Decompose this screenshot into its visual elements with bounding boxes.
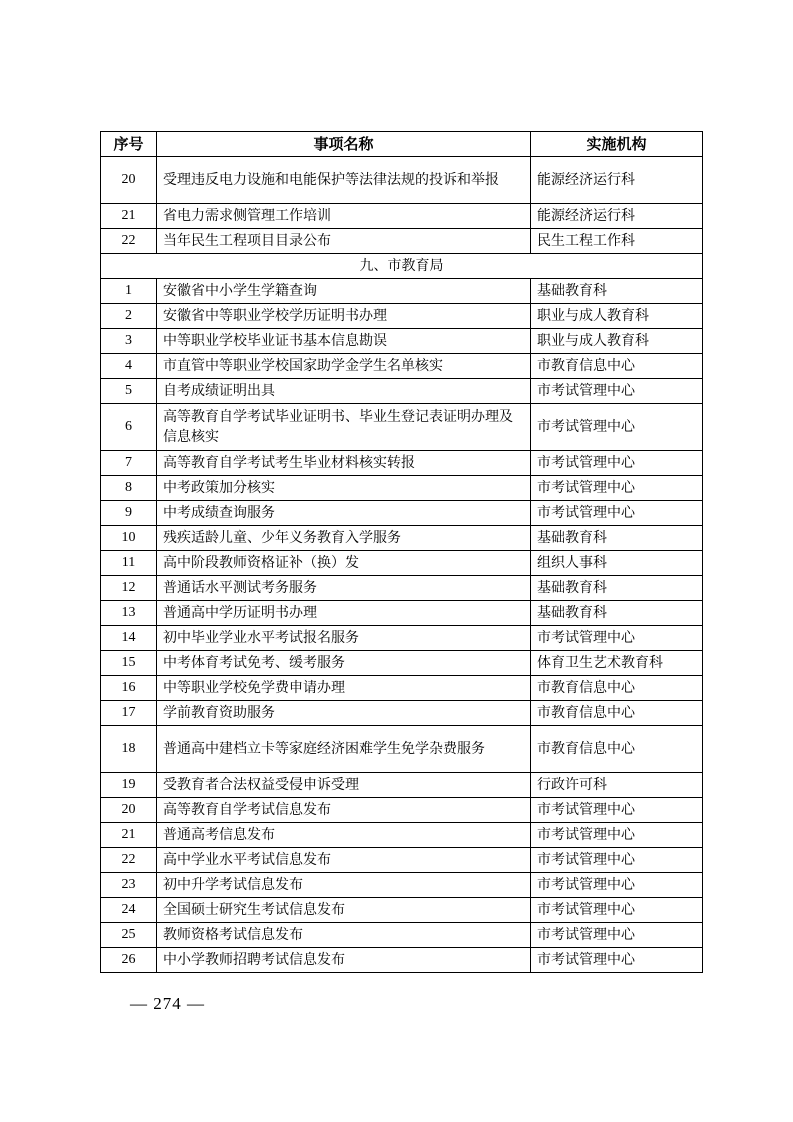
row-implementing-agency: 市考试管理中心 — [531, 476, 703, 501]
row-item-name: 中考政策加分核实 — [157, 476, 531, 501]
row-implementing-agency: 行政许可科 — [531, 773, 703, 798]
row-item-name: 普通高中建档立卡等家庭经济困难学生免学杂费服务 — [157, 726, 531, 773]
table-row — [101, 279, 703, 304]
row-implementing-agency: 市考试管理中心 — [531, 898, 703, 923]
row-item-name: 中小学教师招聘考试信息发布 — [157, 948, 531, 973]
row-serial-number: 13 — [101, 601, 157, 626]
row-serial-number: 22 — [101, 229, 157, 254]
table-row — [101, 404, 703, 451]
row-item-name: 高等教育自学考试信息发布 — [157, 798, 531, 823]
row-serial-number: 20 — [101, 157, 157, 204]
row-item-name: 学前教育资助服务 — [157, 701, 531, 726]
row-item-name: 普通高考信息发布 — [157, 823, 531, 848]
row-item-name: 中等职业学校免学费申请办理 — [157, 676, 531, 701]
row-serial-number: 2 — [101, 304, 157, 329]
table-row — [101, 379, 703, 404]
row-serial-number: 16 — [101, 676, 157, 701]
table-row — [101, 726, 703, 773]
row-item-name: 中考成绩查询服务 — [157, 501, 531, 526]
row-serial-number: 18 — [101, 726, 157, 773]
table-row — [101, 701, 703, 726]
row-serial-number: 20 — [101, 798, 157, 823]
row-implementing-agency: 能源经济运行科 — [531, 204, 703, 229]
row-serial-number: 21 — [101, 204, 157, 229]
row-serial-number: 17 — [101, 701, 157, 726]
table-row — [101, 551, 703, 576]
table-row — [101, 773, 703, 798]
table-row — [101, 948, 703, 973]
table-row — [101, 576, 703, 601]
section-title: 九、市教育局 — [101, 254, 703, 279]
table-row — [101, 304, 703, 329]
row-implementing-agency: 市考试管理中心 — [531, 501, 703, 526]
table-row — [101, 651, 703, 676]
row-item-name: 初中毕业学业水平考试报名服务 — [157, 626, 531, 651]
row-serial-number: 23 — [101, 873, 157, 898]
row-serial-number: 24 — [101, 898, 157, 923]
table-row — [101, 601, 703, 626]
row-item-name: 高等教育自学考试毕业证明书、毕业生登记表证明办理及信息核实 — [157, 404, 531, 451]
header-implementing-agency: 实施机构 — [531, 132, 703, 157]
row-implementing-agency: 民生工程工作科 — [531, 229, 703, 254]
table-row — [101, 526, 703, 551]
section-header-row — [101, 254, 703, 279]
row-item-name: 普通高中学历证明书办理 — [157, 601, 531, 626]
page-number: — 274 — — [130, 994, 205, 1013]
table-row — [101, 204, 703, 229]
row-item-name: 高等教育自学考试考生毕业材料核实转报 — [157, 451, 531, 476]
table-row — [101, 676, 703, 701]
row-implementing-agency: 市考试管理中心 — [531, 848, 703, 873]
row-serial-number: 3 — [101, 329, 157, 354]
table-row — [101, 898, 703, 923]
row-serial-number: 22 — [101, 848, 157, 873]
row-serial-number: 26 — [101, 948, 157, 973]
row-serial-number: 25 — [101, 923, 157, 948]
row-implementing-agency: 组织人事科 — [531, 551, 703, 576]
row-item-name: 市直管中等职业学校国家助学金学生名单核实 — [157, 354, 531, 379]
row-serial-number: 10 — [101, 526, 157, 551]
table-row — [101, 476, 703, 501]
table-row — [101, 798, 703, 823]
table-row — [101, 873, 703, 898]
row-implementing-agency: 市教育信息中心 — [531, 676, 703, 701]
row-serial-number: 8 — [101, 476, 157, 501]
row-implementing-agency: 市考试管理中心 — [531, 404, 703, 451]
row-serial-number: 12 — [101, 576, 157, 601]
row-item-name: 省电力需求侧管理工作培训 — [157, 204, 531, 229]
row-serial-number: 15 — [101, 651, 157, 676]
row-implementing-agency: 市教育信息中心 — [531, 354, 703, 379]
row-implementing-agency: 能源经济运行科 — [531, 157, 703, 204]
table-row — [101, 626, 703, 651]
table-row — [101, 329, 703, 354]
row-serial-number: 4 — [101, 354, 157, 379]
table-row — [101, 451, 703, 476]
row-item-name: 教师资格考试信息发布 — [157, 923, 531, 948]
row-implementing-agency: 市考试管理中心 — [531, 451, 703, 476]
table-row — [101, 848, 703, 873]
row-implementing-agency: 基础教育科 — [531, 526, 703, 551]
row-serial-number: 21 — [101, 823, 157, 848]
row-implementing-agency: 基础教育科 — [531, 601, 703, 626]
row-item-name: 残疾适龄儿童、少年义务教育入学服务 — [157, 526, 531, 551]
row-serial-number: 9 — [101, 501, 157, 526]
row-item-name: 高中阶段教师资格证补（换）发 — [157, 551, 531, 576]
row-implementing-agency: 市考试管理中心 — [531, 626, 703, 651]
row-serial-number: 14 — [101, 626, 157, 651]
row-implementing-agency: 市考试管理中心 — [531, 948, 703, 973]
row-implementing-agency: 市考试管理中心 — [531, 923, 703, 948]
row-item-name: 当年民生工程项目目录公布 — [157, 229, 531, 254]
table-body — [101, 157, 703, 973]
row-item-name: 高中学业水平考试信息发布 — [157, 848, 531, 873]
row-serial-number: 5 — [101, 379, 157, 404]
row-serial-number: 11 — [101, 551, 157, 576]
row-implementing-agency: 市教育信息中心 — [531, 701, 703, 726]
row-implementing-agency: 市考试管理中心 — [531, 823, 703, 848]
row-item-name: 普通话水平测试考务服务 — [157, 576, 531, 601]
row-implementing-agency: 市考试管理中心 — [531, 379, 703, 404]
header-serial-number: 序号 — [101, 132, 157, 157]
row-item-name: 受教育者合法权益受侵申诉受理 — [157, 773, 531, 798]
table-row — [101, 823, 703, 848]
row-item-name: 安徽省中小学生学籍查询 — [157, 279, 531, 304]
row-item-name: 自考成绩证明出具 — [157, 379, 531, 404]
table-row — [101, 923, 703, 948]
row-item-name: 全国硕士研究生考试信息发布 — [157, 898, 531, 923]
row-serial-number: 1 — [101, 279, 157, 304]
row-implementing-agency: 市教育信息中心 — [531, 726, 703, 773]
row-implementing-agency: 基础教育科 — [531, 576, 703, 601]
table-header-row — [101, 132, 703, 157]
row-implementing-agency: 职业与成人教育科 — [531, 329, 703, 354]
row-serial-number: 6 — [101, 404, 157, 451]
row-item-name: 初中升学考试信息发布 — [157, 873, 531, 898]
row-item-name: 受理违反电力设施和电能保护等法律法规的投诉和举报 — [157, 157, 531, 204]
row-item-name: 中等职业学校毕业证书基本信息勘误 — [157, 329, 531, 354]
row-implementing-agency: 市考试管理中心 — [531, 798, 703, 823]
table-row — [101, 229, 703, 254]
table-row — [101, 354, 703, 379]
row-implementing-agency: 体育卫生艺术教育科 — [531, 651, 703, 676]
service-items-table — [100, 131, 703, 973]
table-row — [101, 157, 703, 204]
row-serial-number: 19 — [101, 773, 157, 798]
row-item-name: 中考体育考试免考、缓考服务 — [157, 651, 531, 676]
row-implementing-agency: 职业与成人教育科 — [531, 304, 703, 329]
row-implementing-agency: 市考试管理中心 — [531, 873, 703, 898]
row-item-name: 安徽省中等职业学校学历证明书办理 — [157, 304, 531, 329]
row-implementing-agency: 基础教育科 — [531, 279, 703, 304]
header-item-name: 事项名称 — [157, 132, 531, 157]
row-serial-number: 7 — [101, 451, 157, 476]
table-row — [101, 501, 703, 526]
